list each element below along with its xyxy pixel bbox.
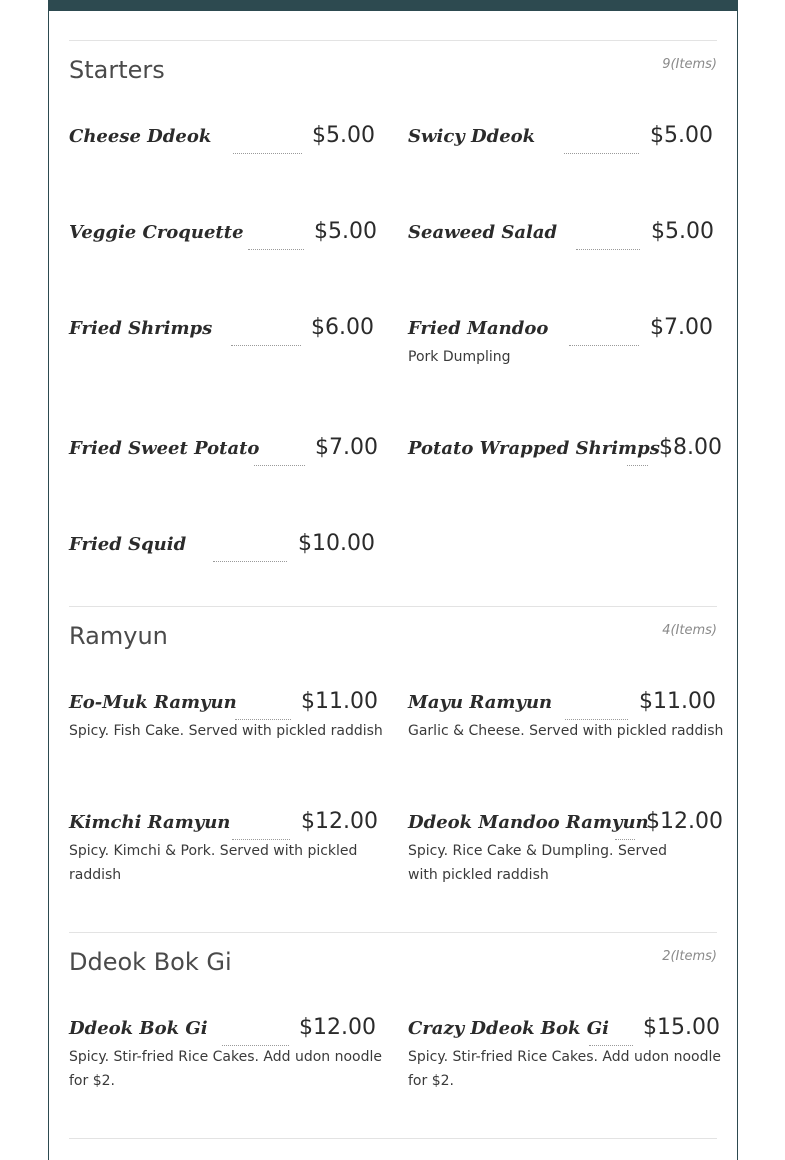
menu-panel <box>48 0 738 1160</box>
item-description: Pork Dumpling <box>408 349 511 365</box>
item-name: Ddeok Mandoo Ramyun <box>408 812 649 833</box>
menu-item[interactable] <box>69 1015 382 1098</box>
dotted-leader <box>564 153 639 154</box>
item-price: $8.00 <box>659 435 722 460</box>
item-price: $7.00 <box>315 435 378 460</box>
item-name: Mayu Ramyun <box>408 692 553 713</box>
item-name: Fried Shrimps <box>69 318 213 339</box>
menu-item[interactable] <box>69 123 379 166</box>
section-starters <box>69 40 722 607</box>
item-name: Cheese Ddeok <box>69 126 212 147</box>
item-description: Spicy. Kimchi & Pork. Served with pickled raddish <box>69 843 358 883</box>
section-ddeok-bok-gi <box>69 932 721 1139</box>
section-divider <box>69 1138 717 1139</box>
item-name: Seaweed Salad <box>408 222 558 243</box>
section-title: Ddeok Bok Gi <box>69 948 232 976</box>
item-price: $10.00 <box>298 531 375 556</box>
menu-item[interactable] <box>69 315 379 358</box>
item-name: Fried Sweet Potato <box>69 438 260 459</box>
menu-item[interactable] <box>408 809 723 892</box>
menu-item[interactable] <box>408 123 717 166</box>
item-description: Garlic & Cheese. Served with pickled raddish <box>408 723 724 739</box>
item-name: Potato Wrapped Shrimps <box>408 438 660 459</box>
menu-item[interactable] <box>408 219 717 262</box>
dotted-leader <box>254 465 305 466</box>
menu-item[interactable] <box>69 219 379 262</box>
menu-item[interactable] <box>408 315 717 378</box>
menu-item[interactable] <box>69 689 383 752</box>
item-count: 9(Items) <box>662 57 717 72</box>
section-title: Ramyun <box>69 622 168 650</box>
menu-item[interactable] <box>69 531 379 574</box>
item-count: 2(Items) <box>662 949 717 964</box>
item-description: Spicy. Fish Cake. Served with pickled raddish <box>69 723 383 739</box>
item-name: Veggie Croquette <box>69 222 244 243</box>
item-price: $7.00 <box>650 315 713 340</box>
item-name: Kimchi Ramyun <box>69 812 231 833</box>
item-price: $6.00 <box>311 315 374 340</box>
item-description: Spicy. Stir-fried Rice Cakes. Add udon noodle for $2. <box>69 1049 382 1089</box>
item-description: Spicy. Stir-fried Rice Cakes. Add udon noodle for $2. <box>408 1049 721 1089</box>
dotted-leader <box>231 345 301 346</box>
item-price: $12.00 <box>646 809 723 834</box>
section-ramyun <box>69 606 724 933</box>
dotted-leader <box>627 465 648 466</box>
item-name: Ddeok Bok Gi <box>69 1018 208 1039</box>
item-name: Swicy Ddeok <box>408 126 536 147</box>
item-price: $5.00 <box>651 219 714 244</box>
item-price: $5.00 <box>312 123 375 148</box>
item-price: $11.00 <box>301 689 378 714</box>
menu-item[interactable] <box>69 435 379 478</box>
section-title: Starters <box>69 56 165 84</box>
item-price: $12.00 <box>301 809 378 834</box>
dotted-leader <box>248 249 304 250</box>
item-name: Eo-Muk Ramyun <box>69 692 237 713</box>
item-name: Fried Mandoo <box>408 318 549 339</box>
item-price: $5.00 <box>650 123 713 148</box>
menu-item[interactable] <box>408 1015 721 1098</box>
dotted-leader <box>576 249 640 250</box>
item-price: $15.00 <box>643 1015 720 1040</box>
item-name: Crazy Ddeok Bok Gi <box>408 1018 609 1039</box>
top-accent-bar <box>49 0 737 11</box>
dotted-leader <box>213 561 287 562</box>
menu-item[interactable] <box>69 809 379 892</box>
item-price: $11.00 <box>639 689 716 714</box>
item-description: Spicy. Rice Cake & Dumpling. Served with pickled raddish <box>408 843 667 883</box>
item-name: Fried Squid <box>69 534 187 555</box>
menu-item[interactable] <box>408 689 724 752</box>
item-count: 4(Items) <box>662 623 717 638</box>
item-price: $5.00 <box>314 219 377 244</box>
dotted-leader <box>233 153 302 154</box>
menu-item[interactable] <box>408 435 722 478</box>
item-price: $12.00 <box>299 1015 376 1040</box>
